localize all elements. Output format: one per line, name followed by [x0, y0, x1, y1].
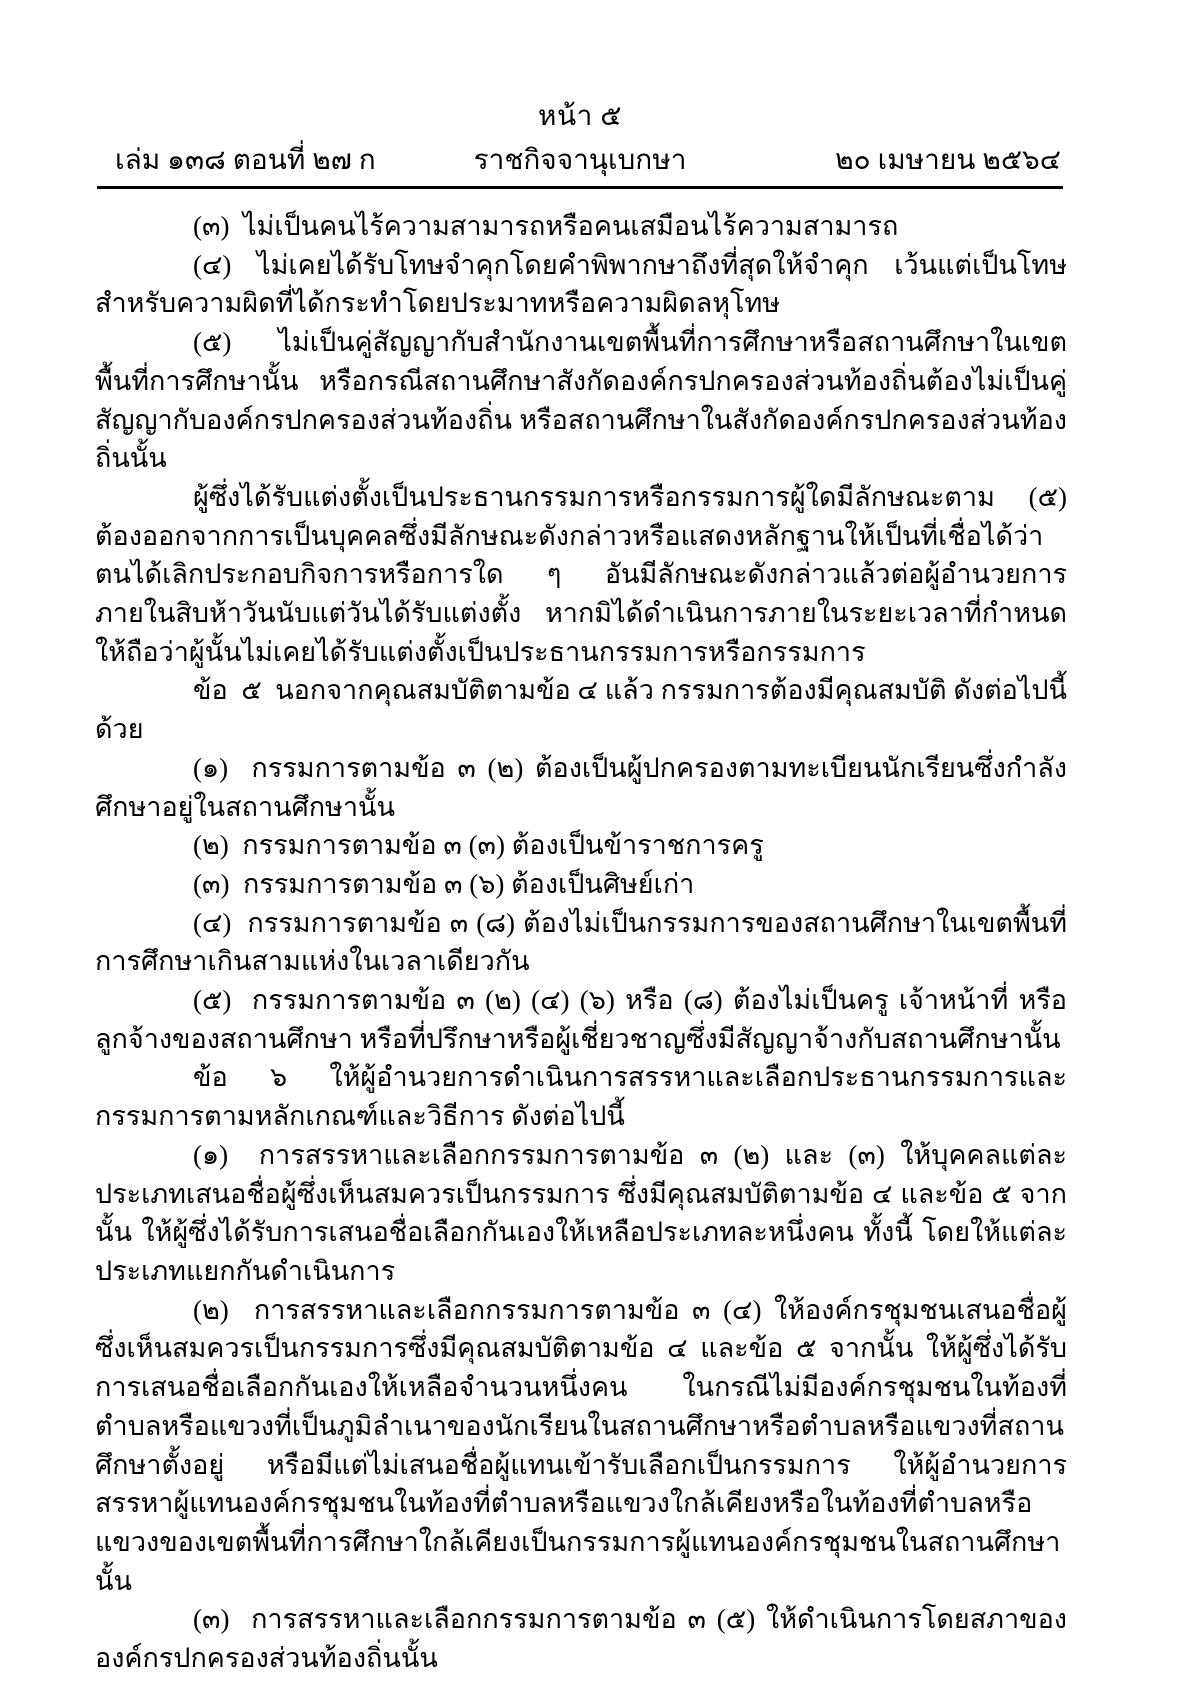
article-5-item-3: (๓) กรรมการตามข้อ ๓ (๖) ต้องเป็นศิษย์เก่า — [193, 868, 695, 899]
header-rule — [97, 186, 1063, 189]
volume-part-label: เล่ม ๑๓๘ ตอนที่ ๒๗ ก — [115, 145, 376, 176]
gazette-title: ราชกิจจานุเบกษา — [473, 145, 687, 176]
article-6-item-3: (๓) การสรรหาและเลือกกรรมการตามข้อ ๓ (๕) ให้ดำเนินการโดยสภาขององค์กรปกครองส่วนท้องถิ่นนั้น — [95, 1604, 1067, 1674]
document-body — [95, 207, 1067, 1678]
publication-date: ๒๐ เมษายน ๒๕๖๔ — [835, 145, 1061, 176]
article-5-item-5: (๕) กรรมการตามข้อ ๓ (๒) (๔) (๖) หรือ (๘) ต้องไม่เป็นครู เจ้าหน้าที่ หรือลูกจ้างของสถานศึกษา หรือที่ปรึกษาหรือผู้เชี่ยวชาญซึ่งมีสัญญาจ้างกับสถานศึกษานั้น — [95, 985, 1068, 1054]
running-head — [97, 100, 1063, 189]
article-5-item-4: (๔) กรรมการตามข้อ ๓ (๘) ต้องไม่เป็นกรรมการของสถานศึกษาในเขตพื้นที่การศึกษาเกินสามแห่งในเวลาเดียวกัน — [95, 907, 1067, 977]
article-5-intro: ข้อ ๕ นอกจากคุณสมบัติตามข้อ ๔ แล้ว กรรมการต้องมีคุณสมบัติ ดังต่อไปนี้ด้วย — [95, 675, 1067, 745]
clause-4-item-3: (๓) ไม่เป็นคนไร้ความสามารถหรือคนเสมือนไร้ความสามารถ — [193, 211, 899, 241]
article-6-intro: ข้อ ๖ ให้ผู้อำนวยการดำเนินการสรรหาและเลือกประธานกรรมการและกรรมการตามหลักเกณฑ์และวิธีการ ดังต่อไปนี้ — [95, 1062, 1067, 1132]
article-5-item-2: (๒) กรรมการตามข้อ ๓ (๓) ต้องเป็นข้าราชการครู — [193, 830, 764, 861]
header-row — [97, 142, 1063, 180]
article-6-item-1: (๑) การสรรหาและเลือกกรรมการตามข้อ ๓ (๒) และ (๓) ให้บุคคลแต่ละประเภทเสนอชื่อผู้ซึ่งเห็นสมควรเป็นกรรมการ ซึ่งมีคุณสมบัติตามข้อ ๔ และข้อ ๕ จากนั้น ให้ผู้ซึ่งได้รับการเสนอชื่อเลือกกันเองให้เหลือประเภทละหนึ่งคน ทั้งนี้ โดยให้แต่ละประเภทแยกกันดำเนินการ — [95, 1139, 1067, 1286]
clause-4-item-4: (๔) ไม่เคยได้รับโทษจำคุกโดยคำพิพากษาถึงที่สุดให้จำคุก เว้นแต่เป็นโทษสำหรับความผิดที่ได้กระทำโดยประมาทหรือความผิดลหุโทษ — [95, 249, 1067, 319]
clause-4-item-5: (๕) ไม่เป็นคู่สัญญากับสำนักงานเขตพื้นที่การศึกษาหรือสถานศึกษาในเขตพื้นที่การศึกษานั้น หรือกรณีสถานศึกษาสังกัดองค์กรปกครองส่วนท้องถิ่นต้องไม่เป็นคู่สัญญากับองค์กรปกครองส่วนท้องถิ่น หรือสถานศึกษาในสังกัดองค์กรปกครองส่วนท้องถิ่นนั้น — [95, 327, 1067, 474]
clause-4-closing-paragraph: ผู้ซึ่งได้รับแต่งตั้งเป็นประธานกรรมการหรือกรรมการผู้ใดมีลักษณะตาม (๕) ต้องออกจากการเป็นบุคคลซึ่งมีลักษณะดังกล่าวหรือแสดงหลักฐานให้เป็นที่เชื่อได้ว่าตนได้เลิกประกอบกิจการหรือการใด ๆ อันมีลักษณะดังกล่าวแล้วต่อผู้อำนวยการภายในสิบห้าวันนับแต่วันได้รับแต่งตั้ง หากมิได้ดำเนินการภายในระยะเวลาที่กำหนด ให้ถือว่าผู้นั้นไม่เคยได้รับแต่งตั้งเป็นประธานกรรมการหรือกรรมการ — [95, 481, 1067, 667]
page-number: หน้า ๕ — [537, 101, 622, 132]
article-6-item-2: (๒) การสรรหาและเลือกกรรมการตามข้อ ๓ (๔) ให้องค์กรชุมชนเสนอชื่อผู้ซึ่งเห็นสมควรเป็นกรรมการซึ่งมีคุณสมบัติตามข้อ ๔ และข้อ ๕ จากนั้น ให้ผู้ซึ่งได้รับการเสนอชื่อเลือกกันเองให้เหลือจำนวนหนึ่งคน ในกรณีไม่มีองค์กรชุมชนในท้องที่ตำบลหรือแขวงที่เป็นภูมิลำเนาของนักเรียนในสถานศึกษาหรือตำบลหรือแขวงที่สถานศึกษาตั้งอยู่ หรือมีแต่ไม่เสนอชื่อผู้แทนเข้ารับเลือกเป็นกรรมการ ให้ผู้อำนวยการสรรหาผู้แทนองค์กรชุมชนในท้องที่ตำบลหรือแขวงใกล้เคียงหรือในท้องที่ตำบลหรือแขวงของเขตพื้นที่การศึกษาใกล้เคียงเป็นกรรมการผู้แทนองค์กรชุมชนในสถานศึกษานั้น — [95, 1294, 1067, 1596]
article-5-item-1: (๑) กรรมการตามข้อ ๓ (๒) ต้องเป็นผู้ปกครองตามทะเบียนนักเรียนซึ่งกำลังศึกษาอยู่ในสถานศึกษานั้น — [95, 752, 1067, 822]
